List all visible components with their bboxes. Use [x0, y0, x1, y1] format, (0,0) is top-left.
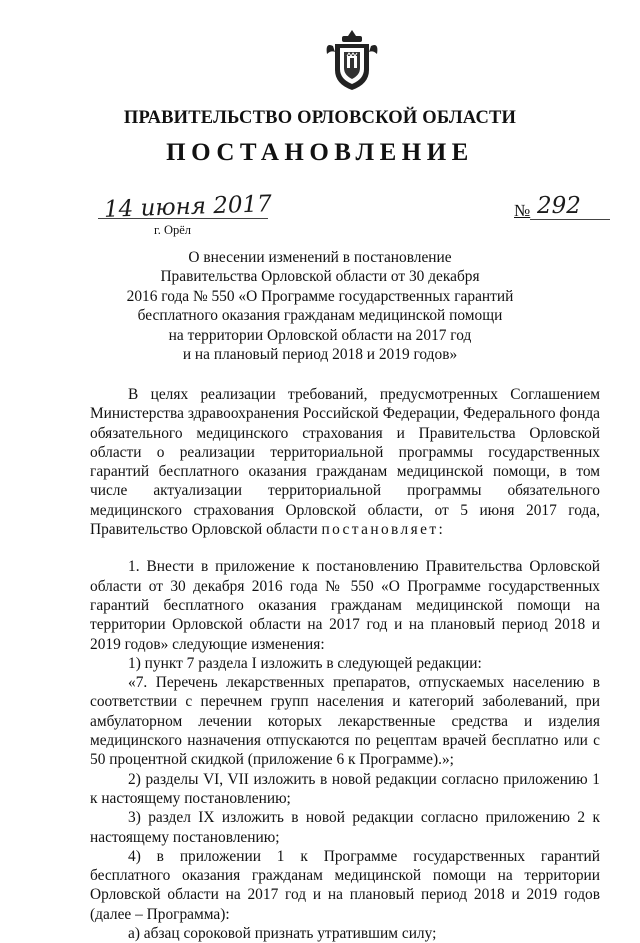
subject-line: 2016 года № 550 «О Программе государственных гарантий: [126, 287, 514, 305]
document-body: [90, 385, 600, 943]
government-name: ПРАВИТЕЛЬСТВО ОРЛОВСКОЙ ОБЛАСТИ: [123, 108, 517, 128]
subject-line: Правительства Орловской области от 30 декабря: [160, 268, 480, 286]
subitem-4a-paragraph: а) абзац сороковой признать утратившим силу;: [128, 925, 437, 943]
subitem-3-paragraph: 3) раздел IX изложить в новой редакции согласно приложению 2 к настоящему постановлению;: [90, 809, 600, 846]
handwritten-date: 14 июня 2017: [103, 191, 273, 223]
subitem-2-paragraph: 2) разделы VI, VII изложить в новой редакции согласно приложению 1 к настоящему постановлению;: [90, 770, 600, 807]
subject-line: на территории Орловской области на 2017 год: [168, 326, 472, 344]
document-subject: [100, 248, 540, 364]
preamble-paragraph: [90, 385, 600, 539]
subitem-4-paragraph: 4) в приложении 1 к Программе государственных гарантий бесплатного оказания гражданам медицинской помощи на территории Орловской области на 2017 год и на плановый период 2018 и 2019 годов (далее – Программа):: [90, 847, 600, 923]
preamble-text: В целях реализации требований, предусмотренных Соглашением Министерства здравоохранения Российской Федерации, Федерального фонда обязательного медицинского страхования и Правительства Орловской области о реализации территориальной программы государственных гарантий бесплатного оказания гражданам медицинской помощи, в том числе актуализации территориальной программы обязательного медицинского страхования Орловской области, от 5 июня 2017 года, Правительство Орловской области: [90, 386, 600, 539]
subject-line: бесплатного оказания гражданам медицинской помощи: [137, 307, 503, 325]
handwritten-number: 292: [537, 193, 581, 219]
document-type-title: ПОСТАНОВЛЕНИЕ: [166, 139, 474, 166]
subject-line: О внесении изменений в постановление: [188, 249, 452, 266]
subject-line: и на плановый период 2018 и 2019 годов»: [182, 346, 458, 364]
coat-of-arms-emblem: [325, 26, 379, 92]
resolves-word: постановляет:: [321, 521, 446, 539]
item-1-paragraph: 1. Внести в приложение к постановлению Правительства Орловской области от 30 декабря 2016 года № 550 «О Программе государственных гарантий бесплатного оказания гражданам медицинской помощи на территории Орловской области на 2017 год и на плановый период 2018 и 2019 годов» следующие изменения:: [90, 558, 600, 653]
number-sign: №: [514, 201, 531, 220]
quoted-paragraph: «7. Перечень лекарственных препаратов, отпускаемых населению в соответствии с перечнем групп населения и категорий заболеваний, при амбулаторном лечении которых лекарственные средства и изделия медицинского назначения отпускаются по рецептам врачей бесплатно или с 50 процентной скидкой (приложение 6 к Программе).»;: [90, 674, 600, 769]
subitem-1-paragraph: 1) пункт 7 раздела I изложить в следующей редакции:: [128, 654, 482, 672]
date-underline: [98, 218, 268, 219]
number-underline: [530, 219, 610, 220]
city-label: г. Орёл: [154, 223, 192, 237]
